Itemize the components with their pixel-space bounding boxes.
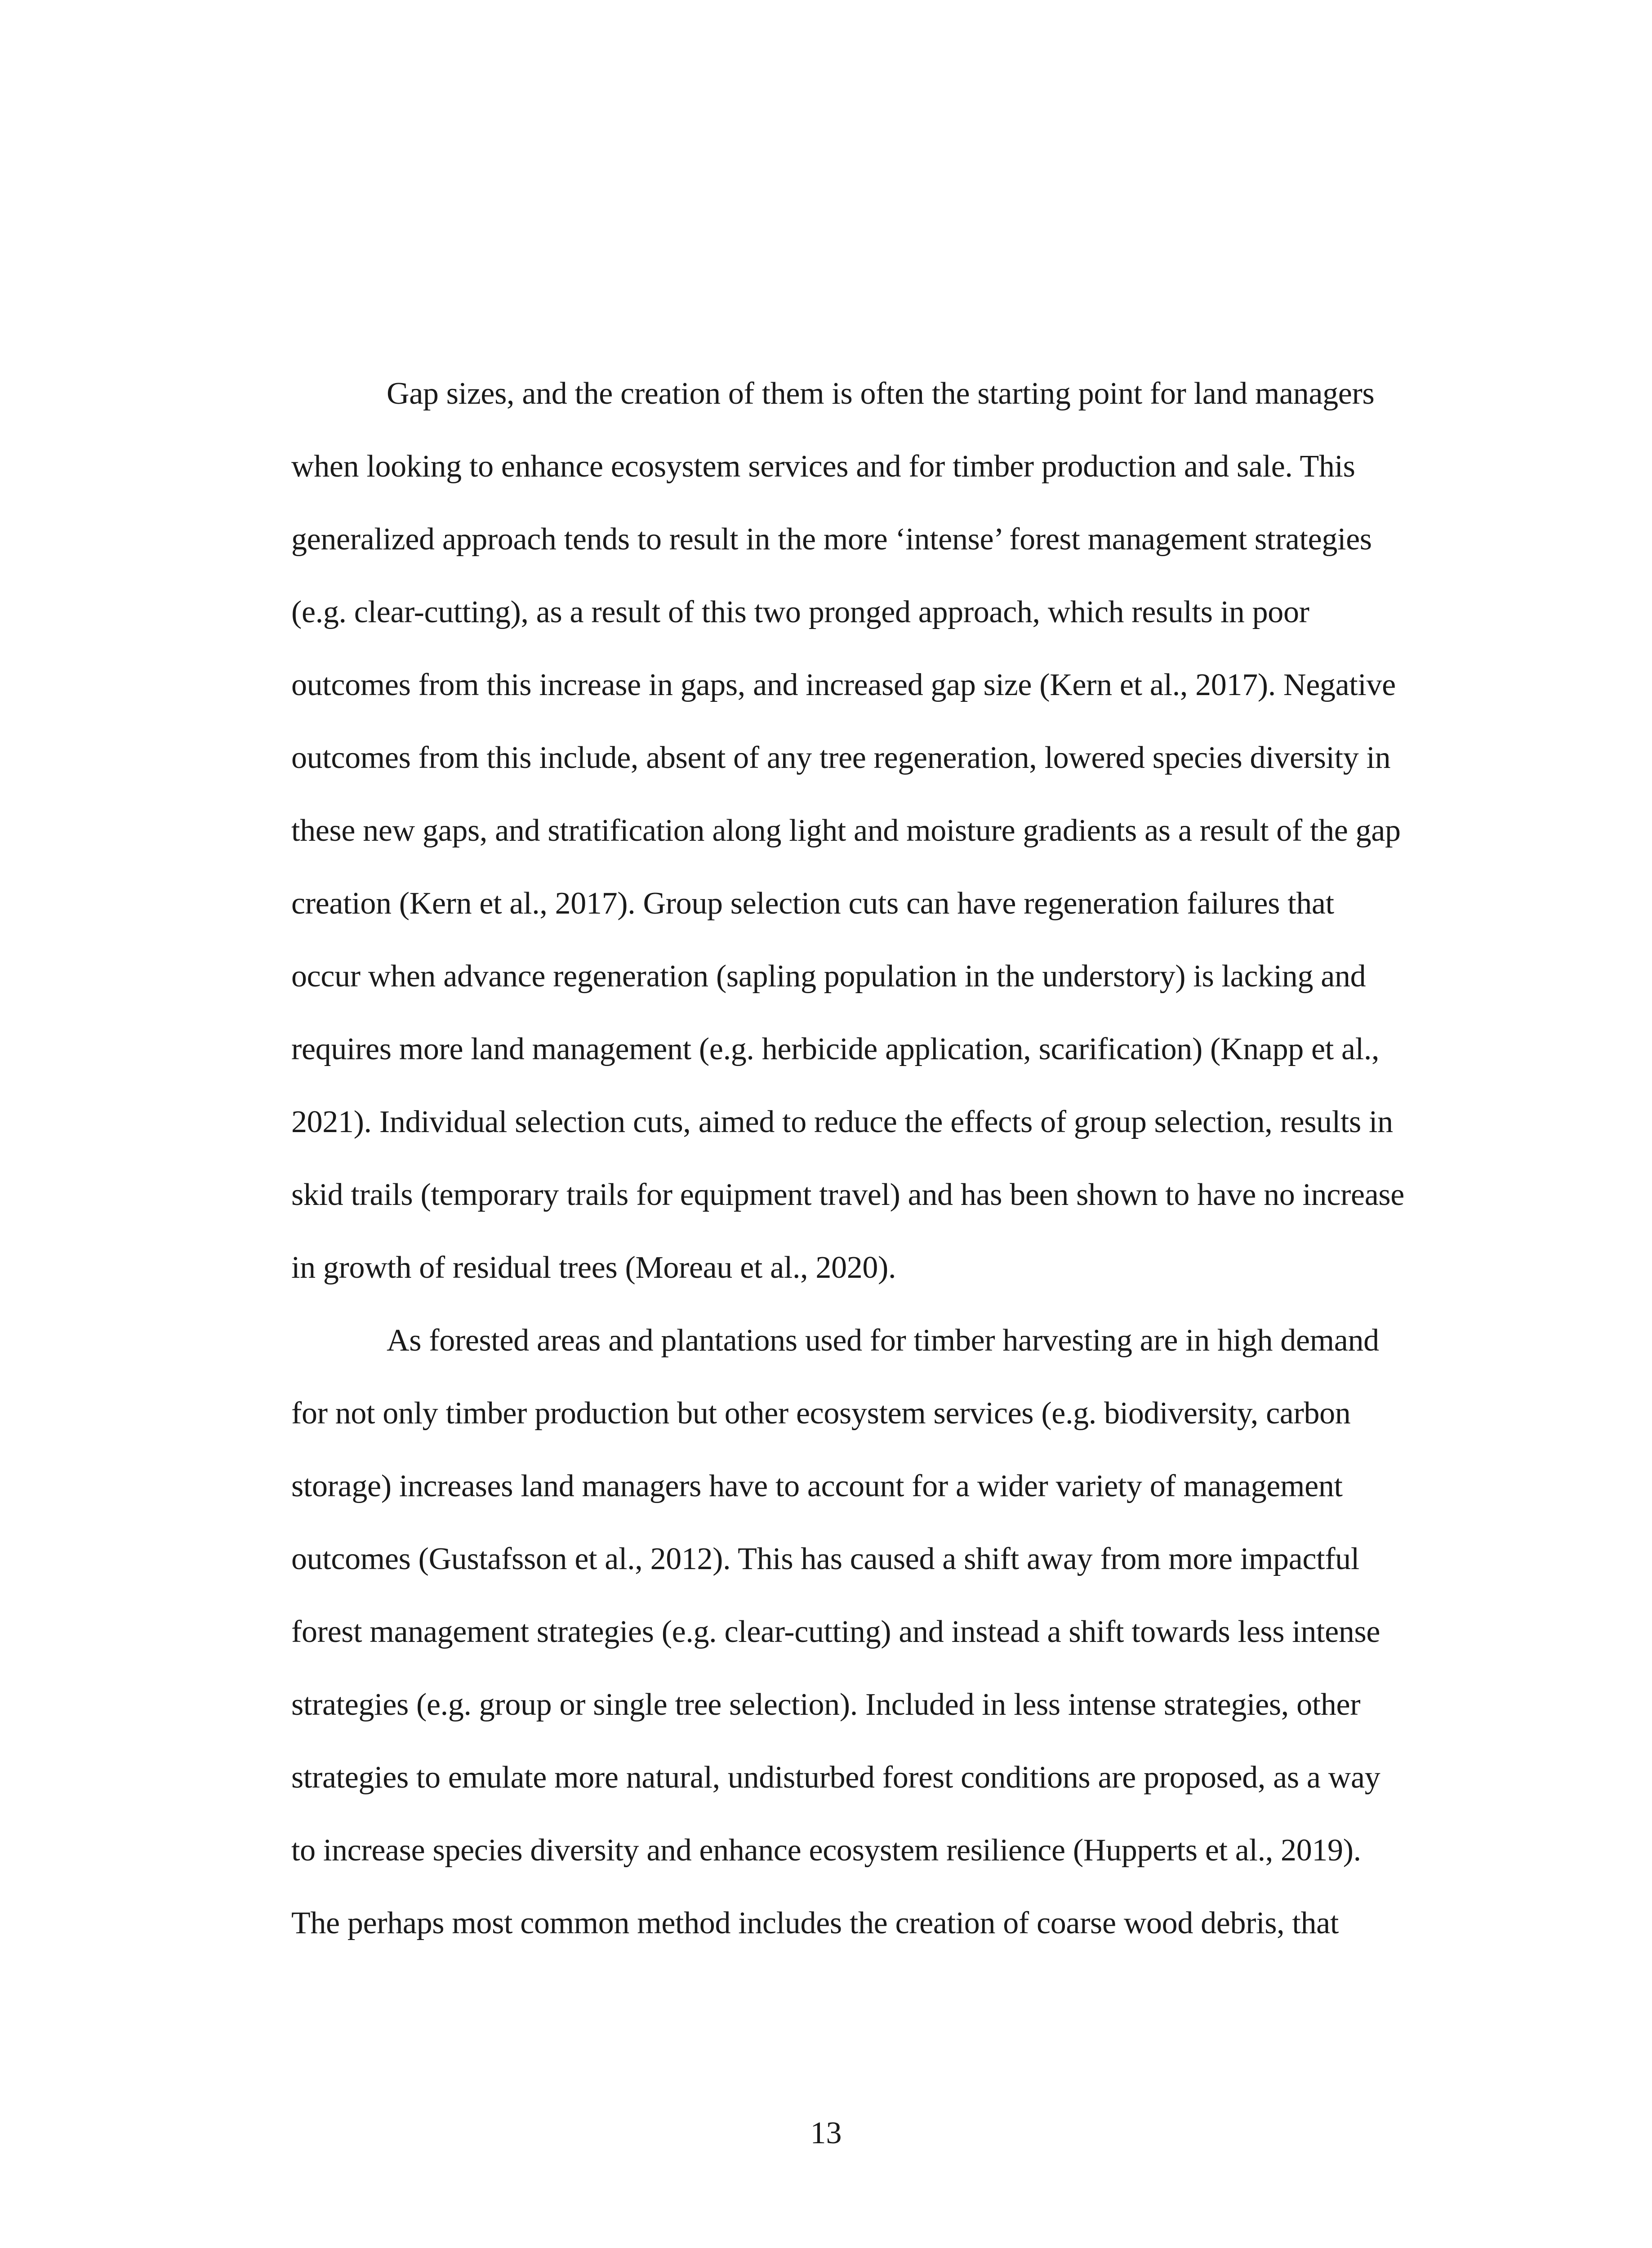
page-number: 13 bbox=[810, 2116, 842, 2150]
body-text bbox=[291, 357, 1442, 1960]
text-line: The perhaps most common method includes the creation of coarse wood debris, that bbox=[291, 1906, 1339, 1940]
text-line: these new gaps, and stratification along light and moisture gradients as a result of the gap bbox=[291, 813, 1401, 848]
text-line: storage) increases land managers have to account for a wider variety of management bbox=[291, 1469, 1343, 1503]
text-line: for not only timber production but other ecosystem services (e.g. biodiversity, carbon bbox=[291, 1396, 1351, 1431]
text-line: 2021). Individual selection cuts, aimed to reduce the effects of group selection, results in bbox=[291, 1105, 1393, 1139]
text-line: to increase species diversity and enhance ecosystem resilience (Hupperts et al., 2019). bbox=[291, 1833, 1361, 1868]
text-line: outcomes from this increase in gaps, and increased gap size (Kern et al., 2017). Negative bbox=[291, 668, 1396, 702]
text-line: in growth of residual trees (Moreau et al., 2020). bbox=[291, 1250, 896, 1285]
text-line: strategies (e.g. group or single tree selection). Included in less intense strategies, other bbox=[291, 1687, 1361, 1722]
text-line: (e.g. clear-cutting), as a result of this two pronged approach, which results in poor bbox=[291, 595, 1309, 629]
text-line: occur when advance regeneration (sapling population in the understory) is lacking and bbox=[291, 959, 1366, 994]
text-line: generalized approach tends to result in the more ‘intense’ forest management strategies bbox=[291, 522, 1372, 557]
text-line: outcomes from this include, absent of any tree regeneration, lowered species diversity in bbox=[291, 740, 1391, 775]
paragraph-gap-sizes bbox=[291, 357, 1442, 1304]
text-line: skid trails (temporary trails for equipment travel) and has been shown to have no increase bbox=[291, 1178, 1405, 1212]
text-line: As forested areas and plantations used for timber harvesting are in high demand bbox=[387, 1323, 1379, 1358]
paragraph-forested-areas bbox=[291, 1304, 1442, 1960]
text-line: Gap sizes, and the creation of them is often the starting point for land managers bbox=[387, 376, 1375, 411]
text-line: requires more land management (e.g. herbicide application, scarification) (Knapp et al., bbox=[291, 1032, 1380, 1066]
text-line: outcomes (Gustafsson et al., 2012). This has caused a shift away from more impactful bbox=[291, 1542, 1359, 1576]
text-line: forest management strategies (e.g. clear-cutting) and instead a shift towards less intense bbox=[291, 1615, 1380, 1649]
text-line: when looking to enhance ecosystem services and for timber production and sale. This bbox=[291, 449, 1355, 484]
text-line: strategies to emulate more natural, undisturbed forest conditions are proposed, as a way bbox=[291, 1760, 1380, 1795]
text-line: creation (Kern et al., 2017). Group selection cuts can have regeneration failures that bbox=[291, 886, 1334, 921]
